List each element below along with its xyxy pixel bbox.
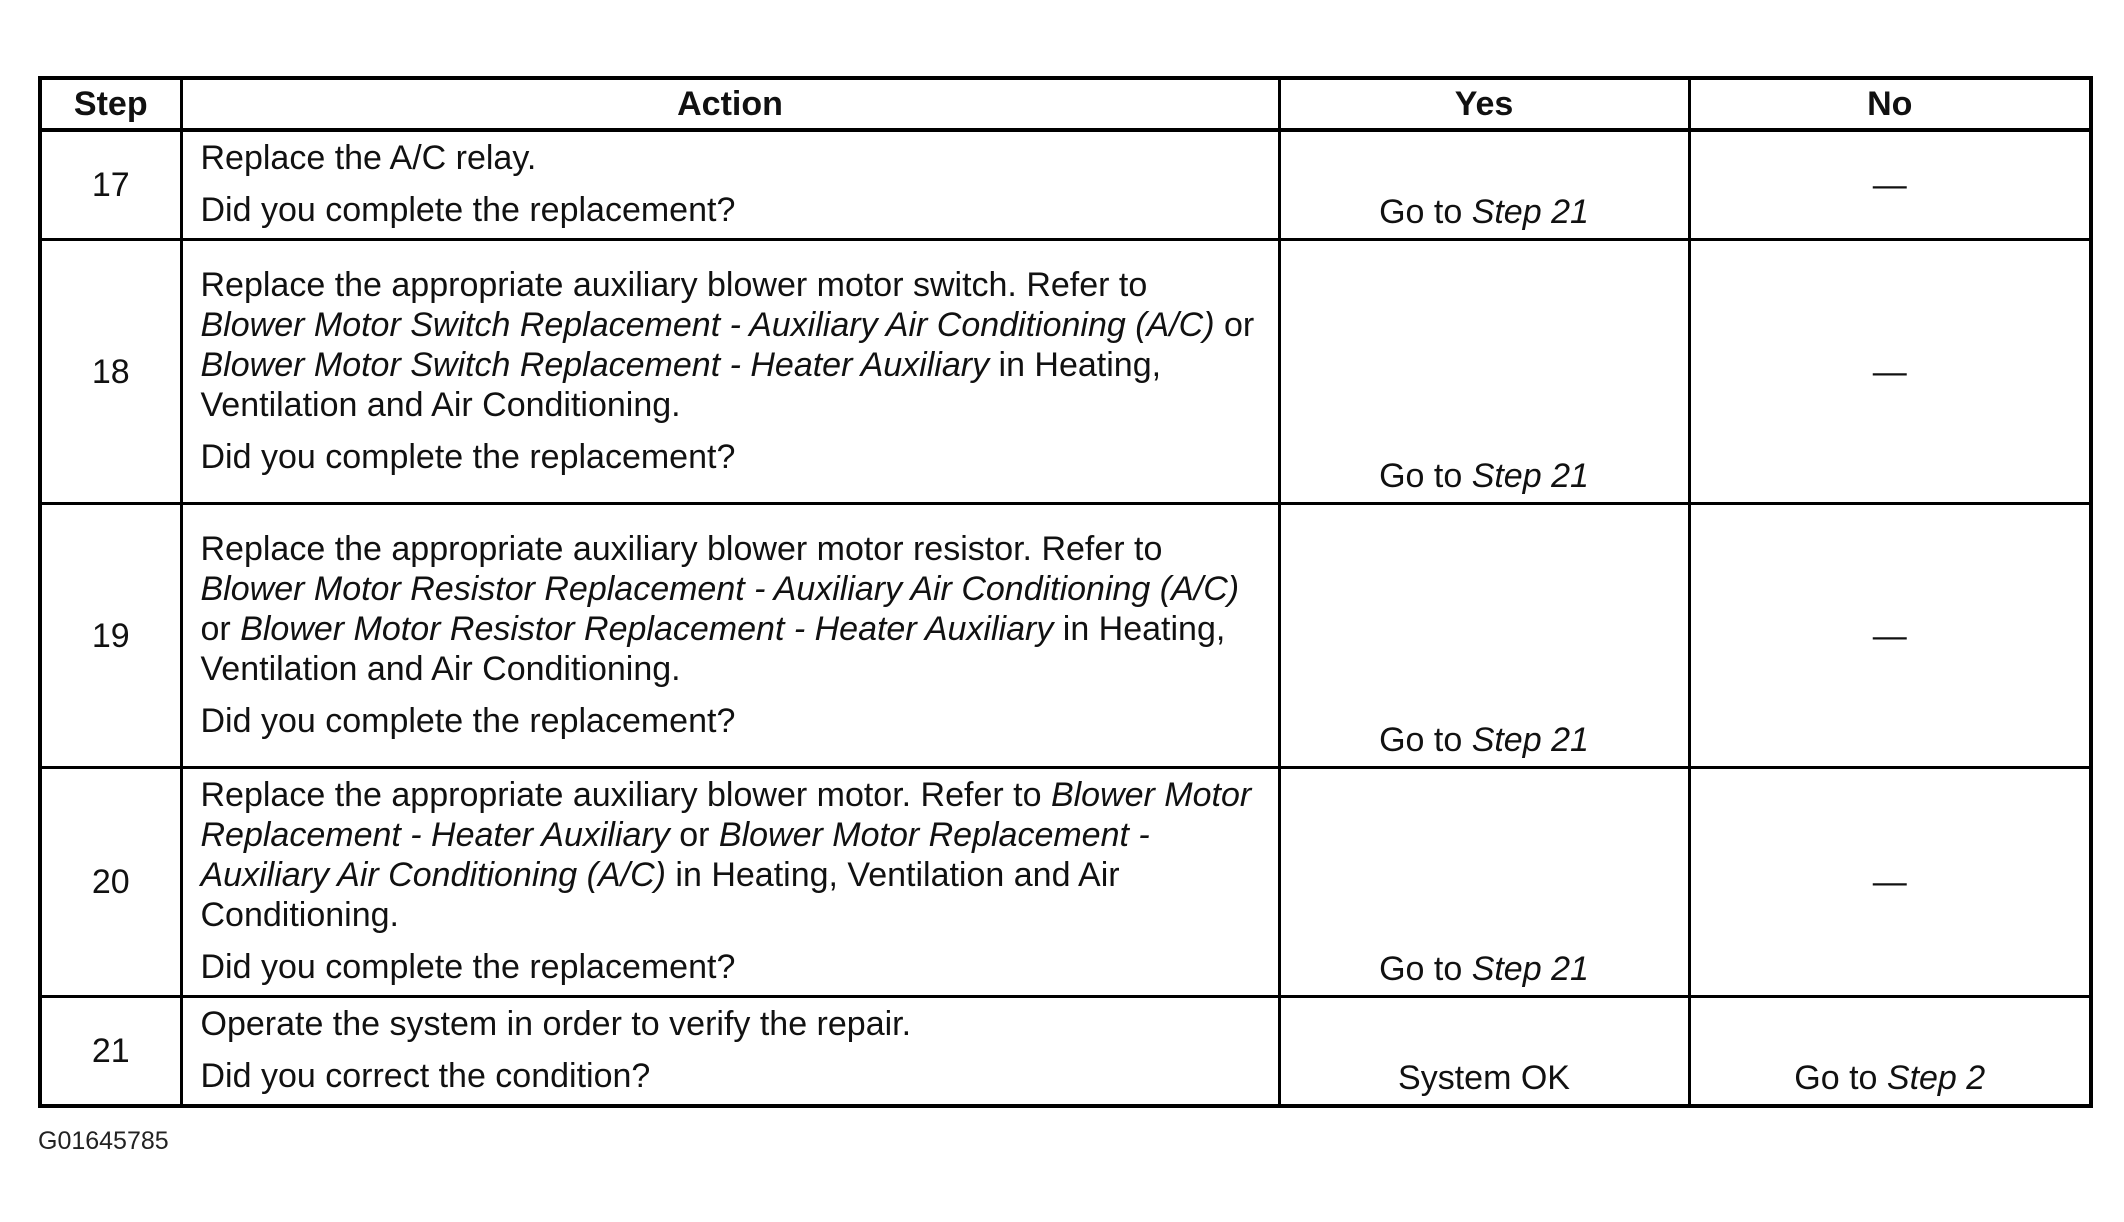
result-text: System OK [1398,1059,1570,1097]
procedure-reference: Blower Motor Resistor Replacement - Auxiliary Air Conditioning (A/C) [200,569,1240,608]
action-cell [181,504,1279,768]
instruction-text: Replace the appropriate auxiliary blower motor switch. Refer to [200,265,1148,304]
result-text: — [1872,166,1907,204]
not-applicable-dash [1691,352,2090,392]
procedure-reference: Blower Motor Switch Replacement - Auxiliary Air Conditioning (A/C) [200,305,1215,344]
no-result-cell [1689,768,2091,997]
table-row [40,768,2091,997]
no-result [1691,1058,2090,1098]
not-applicable-dash [1691,862,2090,902]
header-yes: Yes [1279,78,1689,130]
yes-result-cell [1279,768,1689,997]
instruction-text: in Heating, Ventilation and Air Conditioning. [200,856,1120,934]
step-link-text: Step 21 [1471,457,1589,495]
action-question: Did you complete the replacement? [200,948,736,986]
step-number: 19 [40,504,181,768]
action-instruction [201,265,1260,425]
yes-result-cell [1279,504,1689,768]
action-question: Did you complete the replacement? [200,437,736,476]
step-number: 21 [40,997,181,1107]
step-link-text: Step 2 [1886,1059,1986,1097]
result-text: Go to [1379,721,1472,759]
procedure-reference: Blower Motor Replacement - Heater Auxiliary [200,776,1252,854]
table-row [40,240,2091,504]
yes-result [1281,1058,1688,1098]
result-text: Go to [1379,457,1472,495]
not-applicable-dash [1691,616,2090,656]
procedure-reference: Blower Motor Replacement - Auxiliary Air Conditioning (A/C) [200,816,1150,894]
action-question: Did you complete the replacement? [200,701,736,740]
action-question: Did you correct the condition? [200,1057,651,1095]
yes-result [1281,949,1688,989]
action-instruction [201,529,1260,689]
yes-result [1281,456,1688,496]
yes-result-cell [1279,130,1689,240]
procedure-reference: Blower Motor Resistor Replacement - Heater Auxiliary [240,609,1054,648]
table-row [40,504,2091,768]
no-result-cell [1689,504,2091,768]
result-text: Go to [1379,193,1472,231]
table-body [40,130,2091,1106]
action-question: Did you complete the replacement? [200,191,736,229]
figure-id-caption: G01645785 [38,1127,169,1155]
step-number: 20 [40,768,181,997]
instruction-text: Replace the appropriate auxiliary blower motor. Refer to [200,776,1051,814]
yes-result [1281,192,1688,232]
no-result-cell [1689,240,2091,504]
instruction-text: in Heating, Ventilation and Air Conditioning. [200,345,1162,424]
step-number: 17 [40,130,181,240]
instruction-text: Replace the appropriate auxiliary blower motor resistor. Refer to [200,529,1163,568]
action-cell [181,130,1279,240]
instruction-text: or [1214,305,1255,344]
result-text: Go to [1379,950,1472,988]
no-result-cell [1689,130,2091,240]
result-text: — [1872,352,1907,391]
action-cell [181,768,1279,997]
diagnostic-steps-table [38,76,2093,1108]
table-row [40,997,2091,1107]
diagnostic-table-container [38,76,2089,1108]
yes-result [1281,720,1688,760]
header-action: Action [181,78,1279,130]
procedure-reference: Blower Motor Switch Replacement - Heater Auxiliary [200,345,990,384]
action-cell [181,997,1279,1107]
header-no: No [1689,78,2091,130]
table-header-row [40,78,2091,130]
header-step: Step [40,78,181,130]
result-text: — [1872,863,1907,901]
instruction-text: Operate the system in order to verify the repair. [200,1005,912,1043]
step-number: 18 [40,240,181,504]
step-link-text: Step 21 [1471,950,1589,988]
step-link-text: Step 21 [1471,193,1589,231]
instruction-text: Replace the A/C relay. [200,139,537,177]
instruction-text: in Heating, Ventilation and Air Conditioning. [200,609,1226,688]
not-applicable-dash [1691,165,2090,205]
instruction-text: or [669,816,719,854]
table-row [40,130,2091,240]
action-cell [181,240,1279,504]
no-result-cell [1689,997,2091,1107]
action-instruction [201,1004,1260,1044]
action-instruction [201,138,1260,178]
action-instruction [201,775,1260,935]
instruction-text: or [200,609,241,648]
result-text: Go to [1794,1059,1887,1097]
result-text: — [1872,616,1907,655]
yes-result-cell [1279,997,1689,1107]
yes-result-cell [1279,240,1689,504]
step-link-text: Step 21 [1471,721,1589,759]
